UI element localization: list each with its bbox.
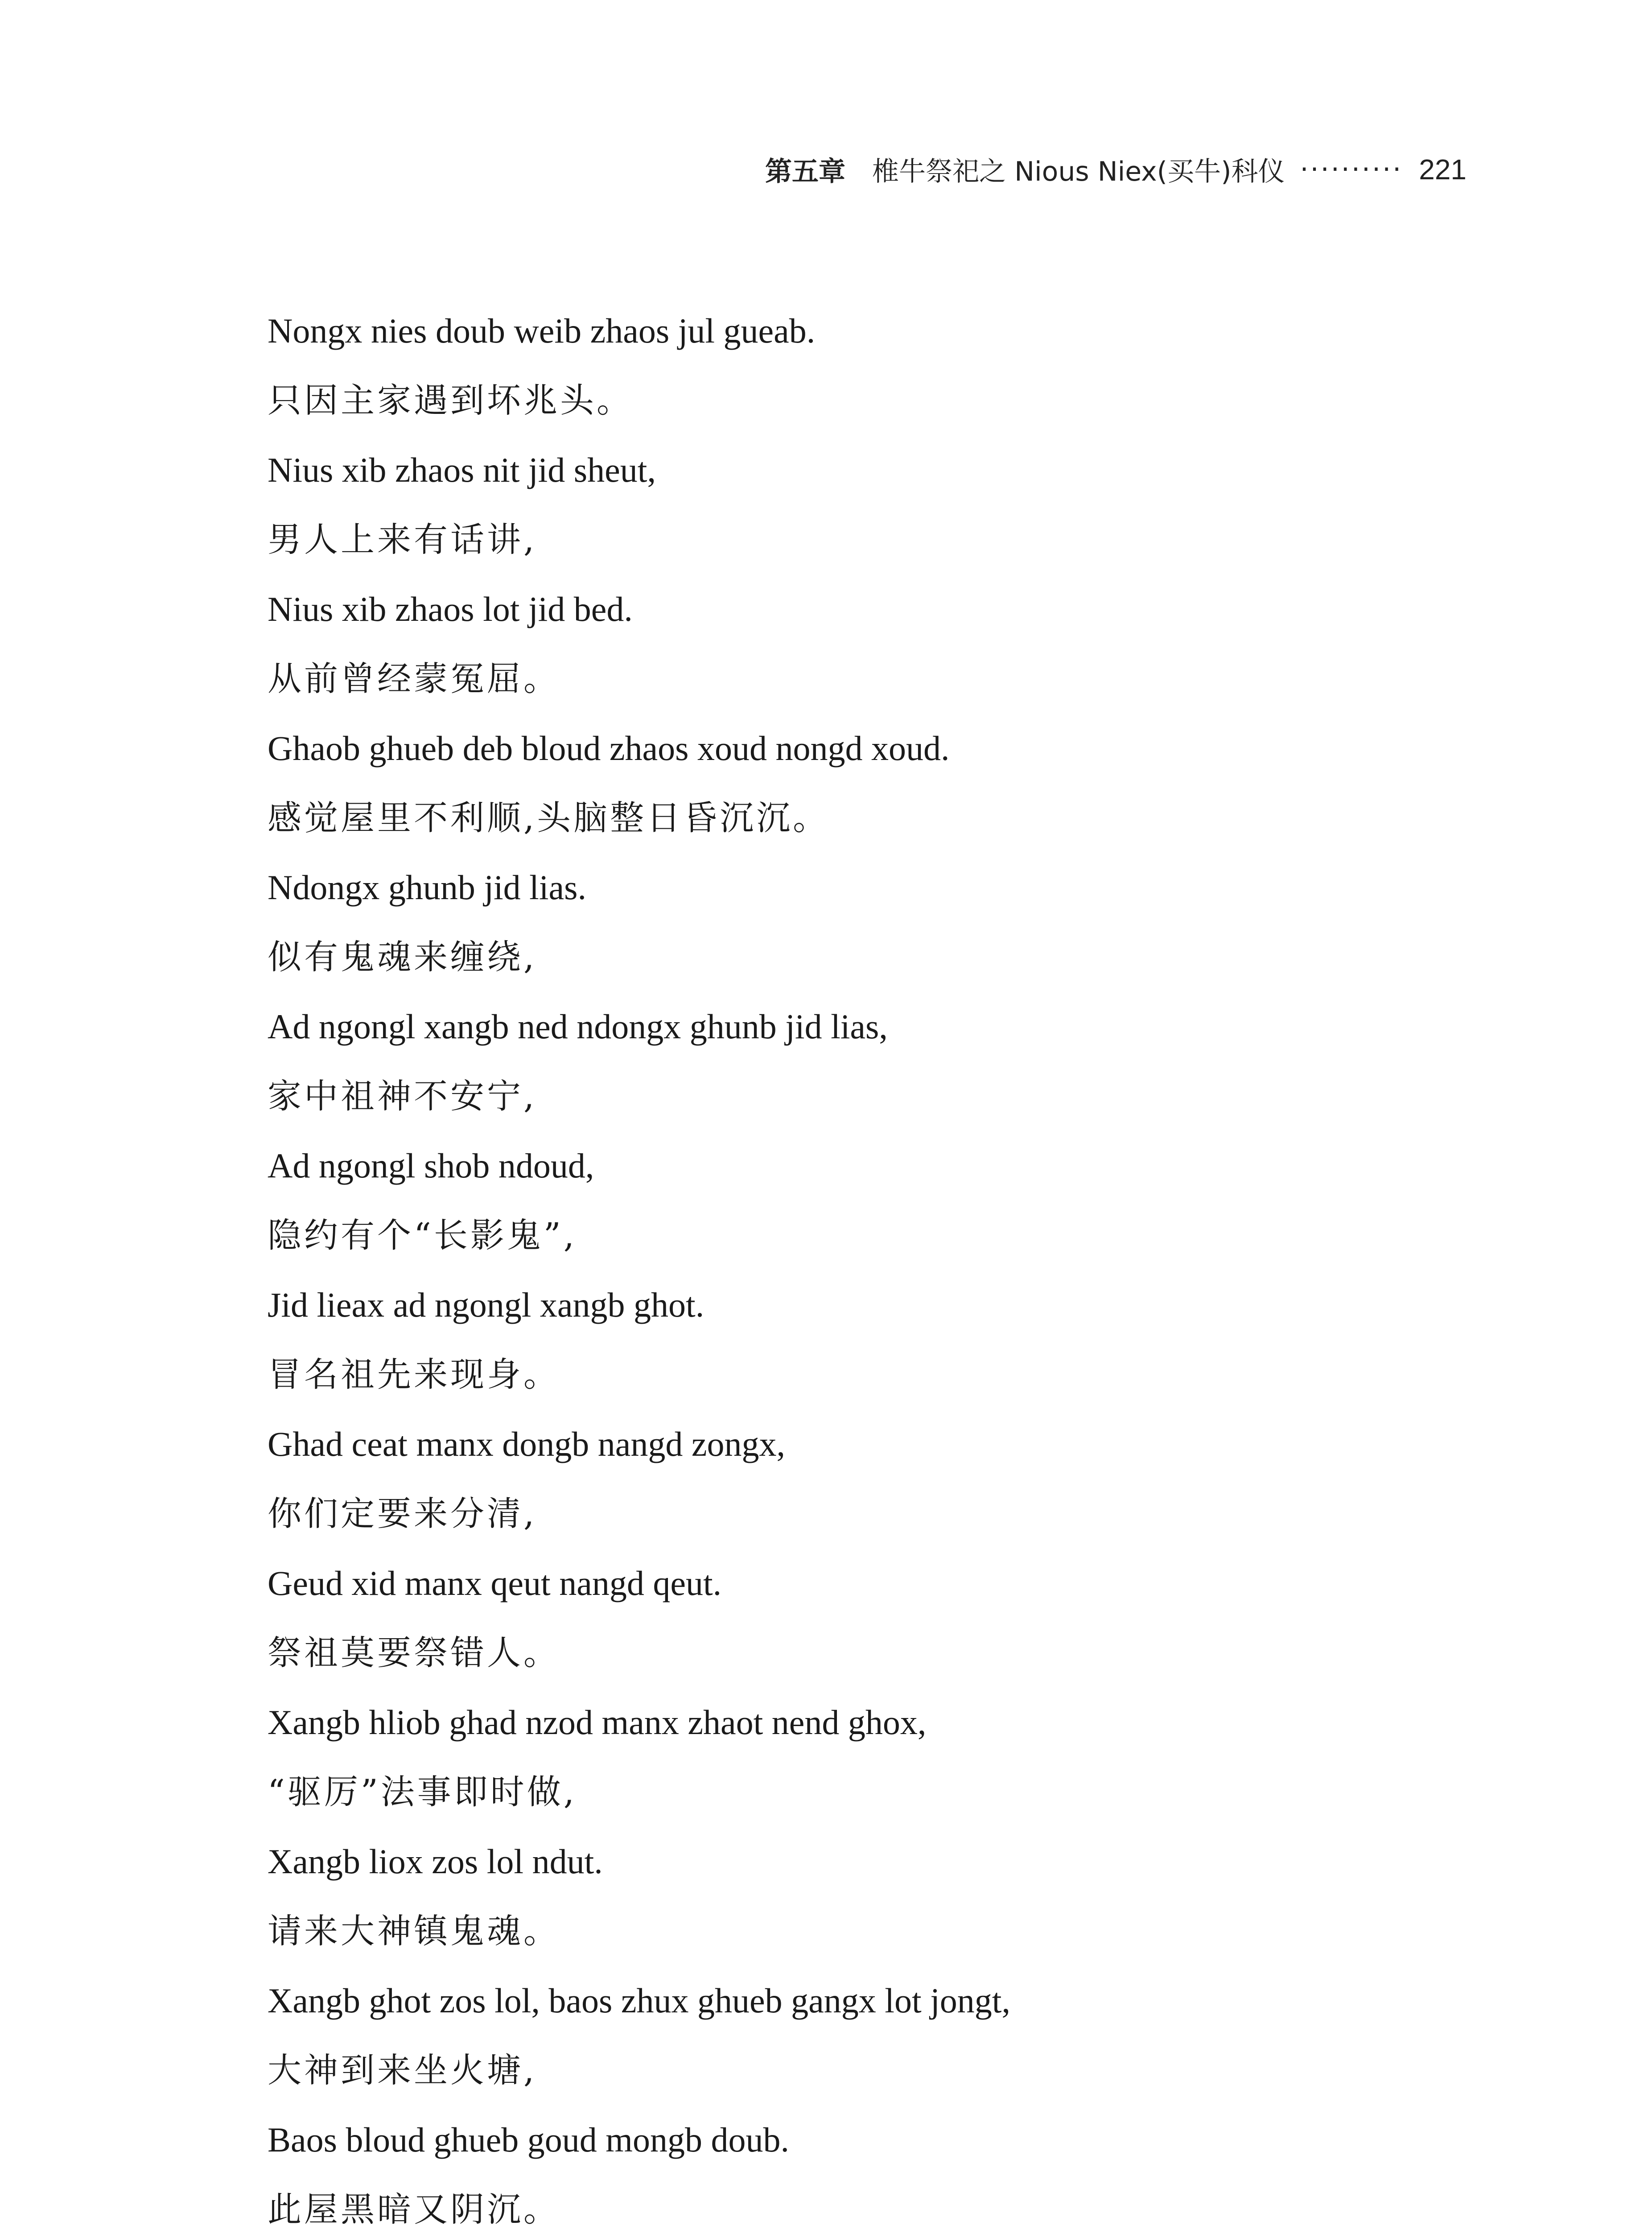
- miao-line: Nius xib zhaos nit jid sheut,: [268, 450, 656, 489]
- chinese-line: 此屋黑暗又阴沉。: [268, 2189, 560, 2229]
- verse-pair: [268, 435, 1471, 574]
- chinese-line: 祭祖莫要祭错人。: [268, 1633, 560, 1672]
- verse-pair: [268, 992, 1471, 1131]
- miao-line: Nongx nies doub weib zhaos jul gueab.: [268, 311, 816, 350]
- chinese-line: 家中祖神不安宁,: [268, 1076, 537, 1116]
- chinese-line: 隐约有个“长影鬼”,: [268, 1215, 577, 1255]
- verse-pair: [268, 1131, 1471, 1270]
- verse-list: [268, 296, 1471, 2230]
- miao-line: Ad ngongl shob ndoud,: [268, 1146, 594, 1185]
- leader-dots: ··········: [1300, 154, 1403, 185]
- miao-line: Nius xib zhaos lot jid bed.: [268, 590, 633, 628]
- verse-pair: [268, 2105, 1471, 2230]
- miao-line: Ndongx ghunb jid lias.: [268, 868, 586, 907]
- verse-pair: [268, 1270, 1471, 1409]
- chinese-line: 冒名祖先来现身。: [268, 1355, 560, 1394]
- chinese-line: 大神到来坐火塘,: [268, 2050, 537, 2090]
- verse-pair: [268, 1827, 1471, 1966]
- miao-line: Geud xid manx qeut nangd qeut.: [268, 1564, 722, 1602]
- chinese-line: 只因主家遇到坏兆头。: [268, 380, 633, 420]
- verse-pair: [268, 574, 1471, 714]
- chinese-line: 男人上来有话讲,: [268, 520, 537, 559]
- running-header: [765, 143, 1467, 196]
- miao-line: Ad ngongl xangb ned ndongx ghunb jid lias,: [268, 1007, 888, 1046]
- chinese-line: 请来大神镇鬼魂。: [268, 1911, 560, 1951]
- chinese-line: 感觉屋里不利顺,头脑整日昏沉沉。: [268, 798, 830, 838]
- miao-line: Ghad ceat manx dongb nangd zongx,: [268, 1425, 786, 1463]
- chinese-line: 你们定要来分清,: [268, 1494, 537, 1533]
- verse-pair: [268, 1549, 1471, 1688]
- chapter-label: 第五章: [765, 156, 846, 187]
- verse-pair: [268, 296, 1471, 435]
- verse-pair: [268, 853, 1471, 992]
- chinese-line: 似有鬼魂来缠绕,: [268, 937, 537, 977]
- verse-pair: [268, 1688, 1471, 1827]
- page-number: 221: [1419, 153, 1467, 186]
- chinese-line: 从前曾经蒙冤屈。: [268, 659, 560, 698]
- miao-line: Xangb liox zos lol ndut.: [268, 1842, 603, 1881]
- miao-line: Jid lieax ad ngongl xangb ghot.: [268, 1285, 704, 1324]
- verse-pair: [268, 1409, 1471, 1549]
- verse-pair: [268, 714, 1471, 853]
- miao-line: Baos bloud ghueb goud mongb doub.: [268, 2120, 789, 2159]
- miao-line: Ghaob ghueb deb bloud zhaos xoud nongd xoud.: [268, 729, 950, 768]
- verse-pair: [268, 1966, 1471, 2105]
- miao-line: Xangb ghot zos lol, baos zhux ghueb gangx lot jongt,: [268, 1981, 1010, 2020]
- miao-line: Xangb hliob ghad nzod manx zhaot nend ghox,: [268, 1703, 927, 1742]
- chinese-line: “驱厉”法事即时做,: [268, 1772, 577, 1812]
- chapter-title: 椎牛祭祀之 Nious Niex(买牛)科仪: [872, 156, 1285, 187]
